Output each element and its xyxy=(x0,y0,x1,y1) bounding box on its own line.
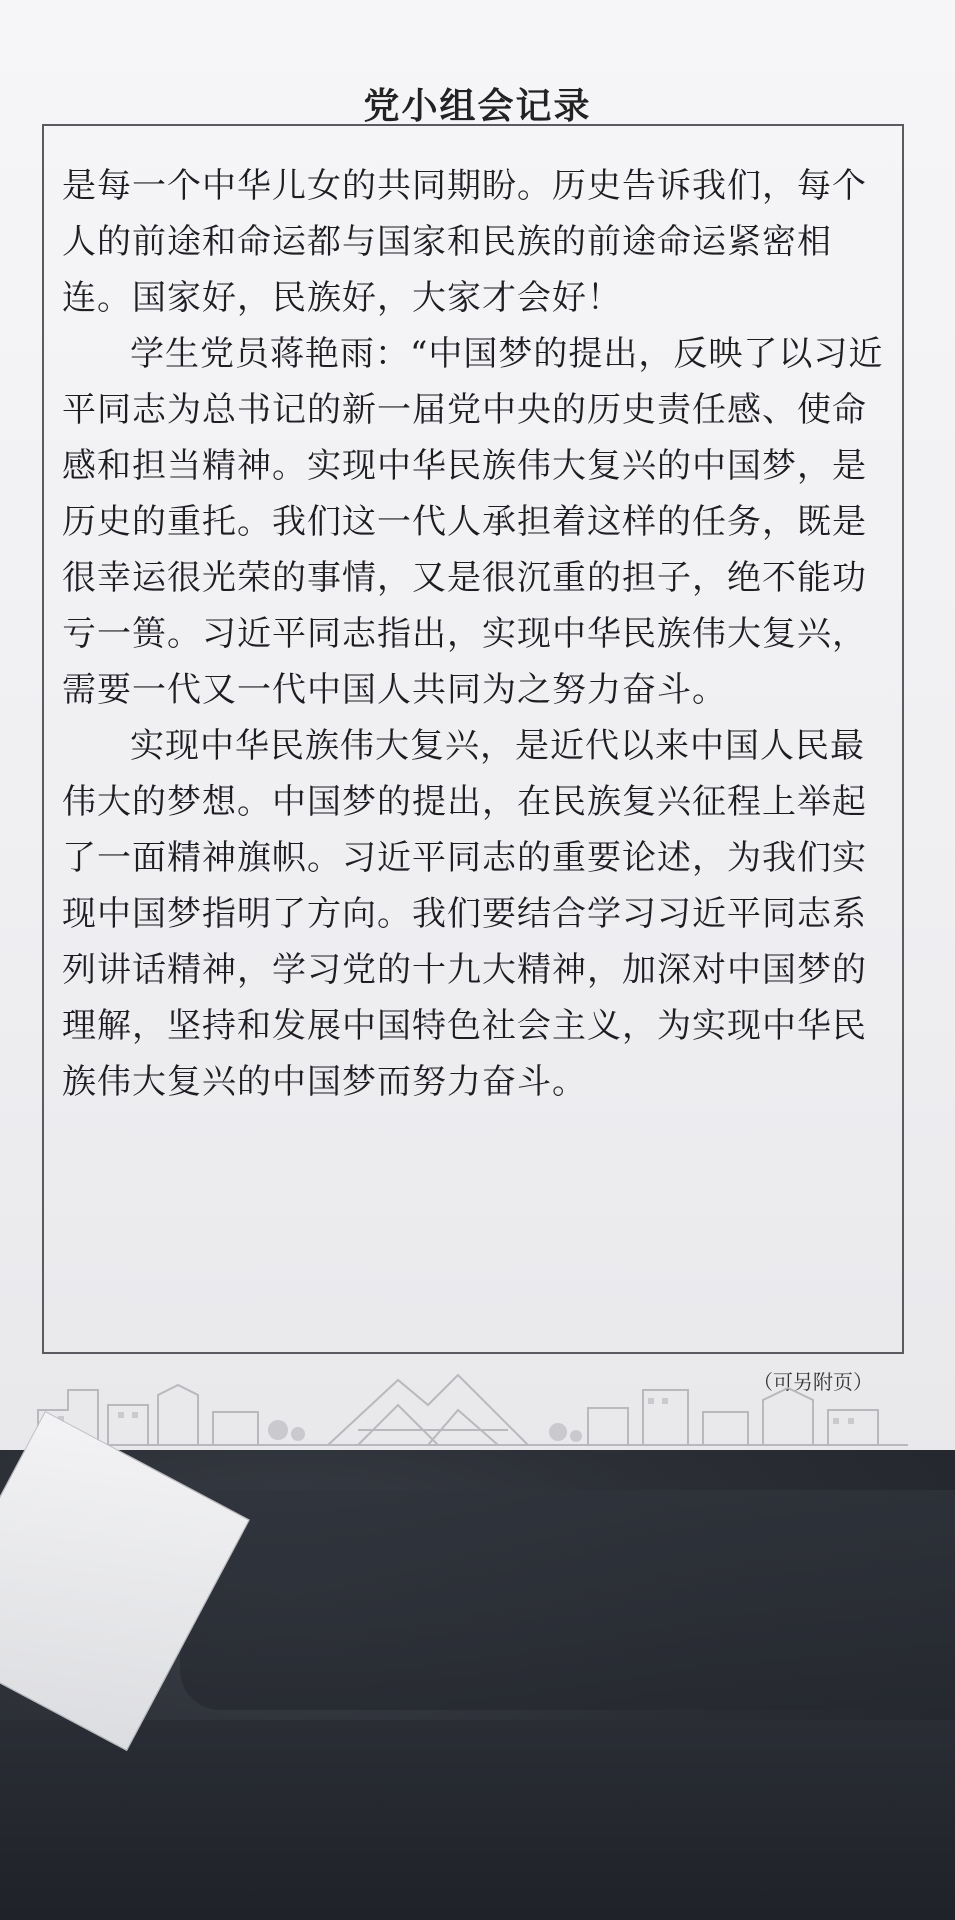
paragraph-2: 学生党员蒋艳雨：“中国梦的提出，反映了以习近平同志为总书记的新一届党中央的历史责任感、使命感和担当精神。实现中华民族伟大复兴的中国梦，是历史的重托。我们这一代人承担着这样的任务，既是很幸运很光荣的事情，又是很沉重的担子，绝不能功亏一篑。习近平同志指出，实现中华民族伟大复兴，需要一代又一代中国人共同为之努力奋斗。 xyxy=(62,334,884,710)
cloth-fold xyxy=(180,1490,955,1710)
page-title: 党小组会记录 xyxy=(363,86,592,127)
cloth-lower xyxy=(0,1720,955,1920)
handwritten-notes xyxy=(62,158,892,1110)
paragraph-1: 是每一个中华儿女的共同期盼。历史告诉我们，每个人的前途和命运都与国家和民族的前途命运紧密相连。国家好，民族好，大家才会好！ xyxy=(62,166,867,318)
paragraph-3: 实现中华民族伟大复兴，是近代以来中国人民最伟大的梦想。中国梦的提出，在民族复兴征程上举起了一面精神旗帜。习近平同志的重要论述，为我们实现中国梦指明了方向。我们要结合学习习近平同志系列讲话精神，学习党的十九大精神，加深对中国梦的理解，坚持和发展中国特色社会主义，为实现中华民族伟大复兴的中国梦而努力奋斗。 xyxy=(62,726,867,1102)
attach-pages-note: （可另附页） xyxy=(753,1370,873,1394)
decorative-skyline-illustration xyxy=(28,1350,908,1460)
